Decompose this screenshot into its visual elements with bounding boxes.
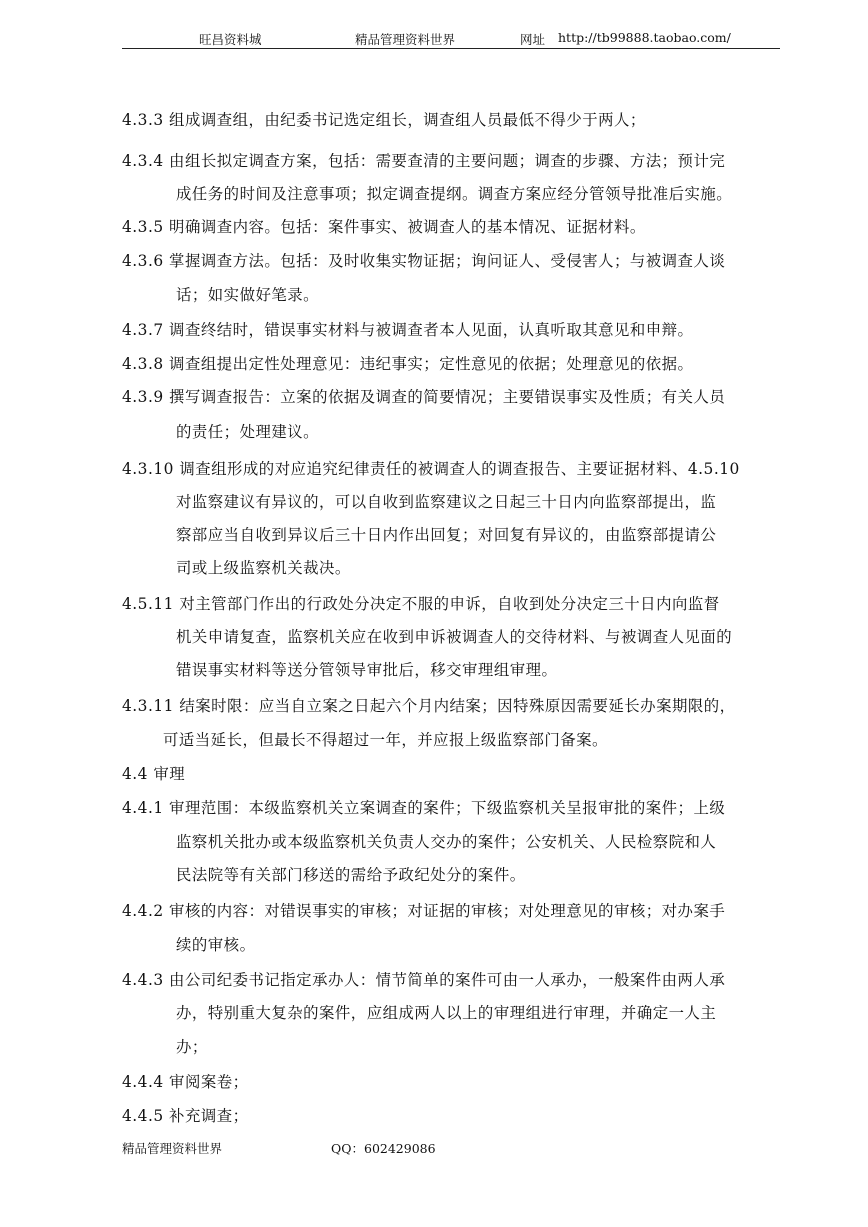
clause-4-3-10-cont-3: 司或上级监察机关裁决。 — [176, 559, 351, 577]
clause-4-4-1: 4.4.1 审理范围：本级监察机关立案调查的案件；下级监察机关呈报审批的案件；上级 — [122, 799, 726, 817]
clause-4-4-1-cont-2: 民法院等有关部门移送的需给予政纪处分的案件。 — [176, 866, 526, 884]
clause-4-3-11-cont: 可适当延长，但最长不得超过一年，并应报上级监察部门备案。 — [163, 731, 608, 749]
clause-4-3-11: 4.3.11 结案时限：应当自立案之日起六个月内结案；因特殊原因需要延长办案期限的， — [122, 697, 736, 715]
clause-4-3-4-cont: 成任务的时间及注意事项；拟定调查提纲。调查方案应经分管领导批准后实施。 — [176, 185, 733, 203]
clause-4-4-2-cont: 续的审核。 — [176, 936, 256, 954]
clause-4-3-5: 4.3.5 明确调查内容。包括：案件事实、被调查人的基本情况、证据材料。 — [122, 218, 646, 236]
clause-4-3-10: 4.3.10 调查组形成的对应追究纪律责任的被调查人的调查报告、主要证据材料、4.5.10 — [122, 460, 740, 478]
clause-4-3-3: 4.3.3 组成调查组，由纪委书记选定组长，调查组人员最低不得少于两人； — [122, 111, 646, 129]
header-site-label: 网址 — [520, 32, 546, 47]
clause-4-4-1-cont-1: 监察机关批办或本级监察机关负责人交办的案件；公安机关、人民检察院和人 — [176, 833, 717, 851]
footer-left-text: 精品管理资料世界 — [122, 1141, 223, 1156]
clause-4-5-11-cont-2: 错误事实材料等送分管领导审批后，移交审理组审理。 — [176, 661, 558, 679]
page-header — [122, 28, 780, 49]
clause-4-3-9-cont: 的责任；处理建议。 — [176, 423, 320, 441]
clause-4-4-3-cont-2: 办； — [176, 1038, 208, 1056]
clause-4-3-6-cont: 话；如实做好笔录。 — [176, 286, 320, 304]
header-left-text: 旺昌资料城 — [199, 32, 262, 47]
header-center-text: 精品管理资料世界 — [355, 32, 456, 47]
clause-4-4-3: 4.4.3 由公司纪委书记指定承办人：情节简单的案件可由一人承办，一般案件由两人承 — [122, 971, 726, 989]
clause-4-3-8: 4.3.8 调查组提出定性处理意见：违纪事实；定性意见的依据；处理意见的依据。 — [122, 355, 694, 373]
clause-4-4-4: 4.4.4 审阅案卷； — [122, 1073, 249, 1091]
clause-4-3-4: 4.3.4 由组长拟定调查方案，包括：需要查清的主要问题；调查的步骤、方法；预计完 — [122, 152, 726, 170]
header-site-url: http://tb99888.taobao.com/ — [558, 30, 731, 45]
clause-4-4-3-cont-1: 办，特别重大复杂的案件，应组成两人以上的审理组进行审理，并确定一人主 — [176, 1004, 717, 1022]
clause-4-5-11: 4.5.11 对主管部门作出的行政处分决定不服的申诉，自收到处分决定三十日内向监督 — [122, 595, 720, 613]
section-4-4-heading: 4.4 审理 — [122, 765, 186, 783]
clause-4-5-11-cont-1: 机关申请复查，监察机关应在收到申诉被调查人的交待材料、与被调查人见面的 — [176, 628, 733, 646]
clause-4-3-6: 4.3.6 掌握调查方法。包括：及时收集实物证据；询问证人、受侵害人；与被调查人谈 — [122, 252, 726, 270]
clause-4-4-5: 4.4.5 补充调查； — [122, 1107, 249, 1125]
footer-qq-text: QQ：602429086 — [331, 1141, 436, 1156]
clause-4-3-7: 4.3.7 调查终结时，错误事实材料与被调查者本人见面，认真听取其意见和申辩。 — [122, 321, 694, 339]
clause-4-4-2: 4.4.2 审核的内容：对错误事实的审核；对证据的审核；对处理意见的审核；对办案手 — [122, 902, 726, 920]
clause-4-3-9: 4.3.9 撰写调查报告：立案的依据及调查的简要情况；主要错误事实及性质；有关人员 — [122, 388, 726, 406]
clause-4-3-10-cont-2: 察部应当自收到异议后三十日内作出回复；对回复有异议的，由监察部提请公 — [176, 526, 717, 544]
clause-4-3-10-cont-1: 对监察建议有异议的，可以自收到监察建议之日起三十日内向监察部提出，监 — [176, 493, 717, 511]
